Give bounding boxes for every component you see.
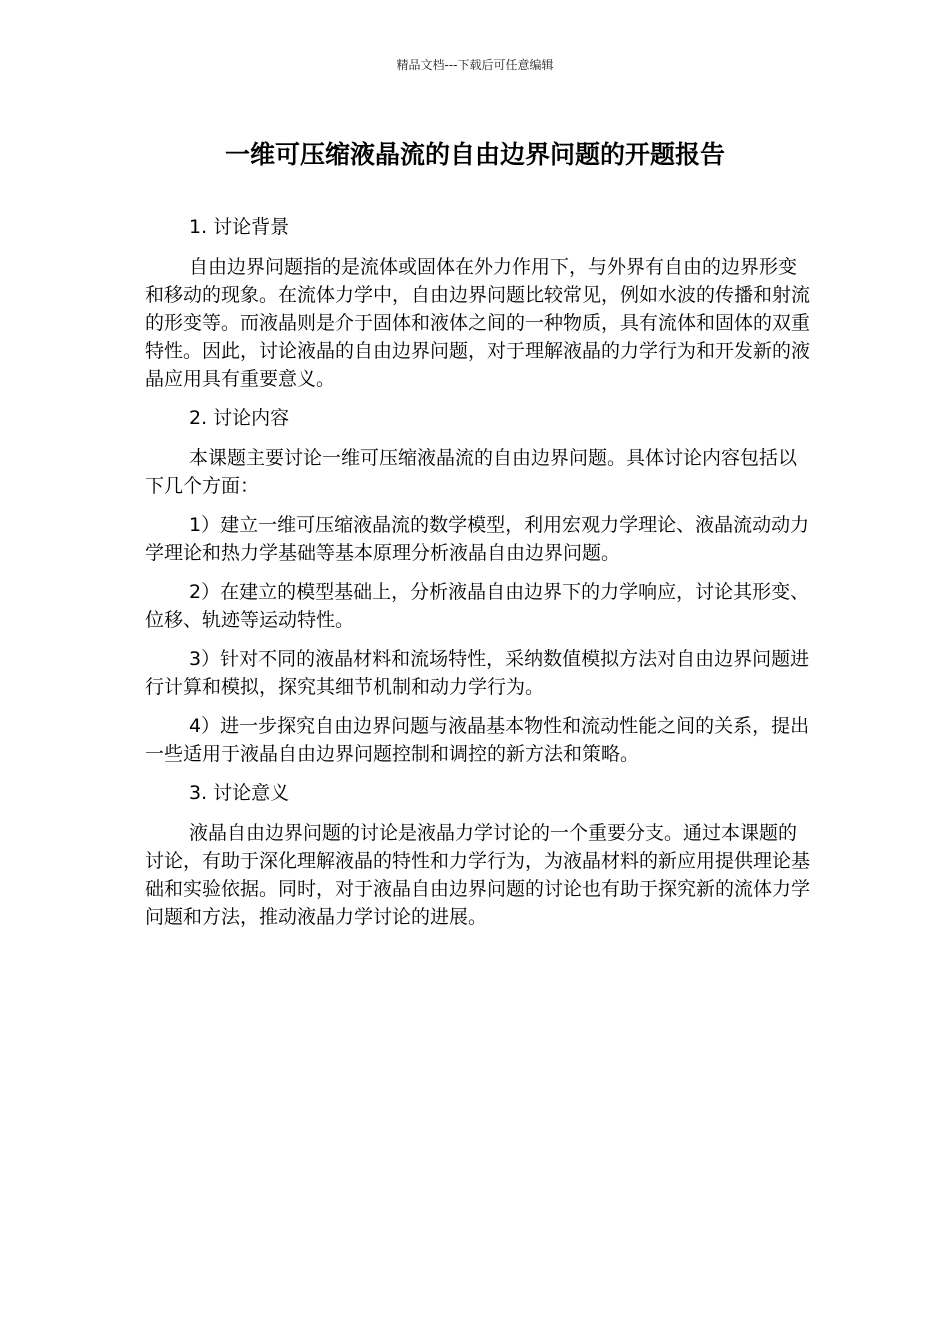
paragraph: 自由边界问题指的是流体或固体在外力作用下，与外界有自由的边界形变和移动的现象。在流体力学中，自由边界问题比较常见，例如水波的传播和射流的形变等。而液晶则是介于固体和液体之间的一种物质，具有流体和固体的双重特性。因此，讨论液晶的自由边界问题，对于理解液晶的力学行为和开发新的液晶应用具有重要意义。 — [145, 256, 811, 390]
list-item: 2）在建立的模型基础上，分析液晶自由边界下的力学响应，讨论其形变、位移、轨迹等运动特性。 — [145, 581, 810, 631]
list-item: 4）进一步探究自由边界问题与液晶基本物性和流动性能之间的关系，提出一些适用于液晶自由边界问题控制和调控的新方法和策略。 — [145, 715, 810, 765]
section-background — [145, 213, 815, 393]
section-heading: 2. 讨论内容 — [189, 407, 290, 429]
page-header: 精品文档---下载后可任意编辑 — [396, 58, 554, 72]
section-heading: 1. 讨论背景 — [189, 216, 290, 238]
document-title: 一维可压缩液晶流的自由边界问题的开题报告 — [224, 140, 725, 169]
section-significance — [145, 779, 815, 931]
section-content — [145, 404, 815, 768]
document-body — [145, 213, 815, 942]
paragraph: 本课题主要讨论一维可压缩液晶流的自由边界问题。具体讨论内容包括以下几个方面： — [145, 447, 798, 497]
list-item: 1）建立一维可压缩液晶流的数学模型，利用宏观力学理论、液晶流动动力学理论和热力学基础等基本原理分析液晶自由边界问题。 — [145, 514, 810, 564]
paragraph: 液晶自由边界问题的讨论是液晶力学讨论的一个重要分支。通过本课题的讨论，有助于深化理解液晶的特性和力学行为，为液晶材料的新应用提供理论基础和实验依据。同时，对于液晶自由边界问题的讨论也有助于探究新的流体力学问题和方法，推动液晶力学讨论的进展。 — [145, 822, 811, 928]
list-item: 3）针对不同的液晶材料和流场特性，采纳数值模拟方法对自由边界问题进行计算和模拟，探究其细节机制和动力学行为。 — [145, 648, 810, 698]
section-heading: 3. 讨论意义 — [189, 782, 290, 804]
